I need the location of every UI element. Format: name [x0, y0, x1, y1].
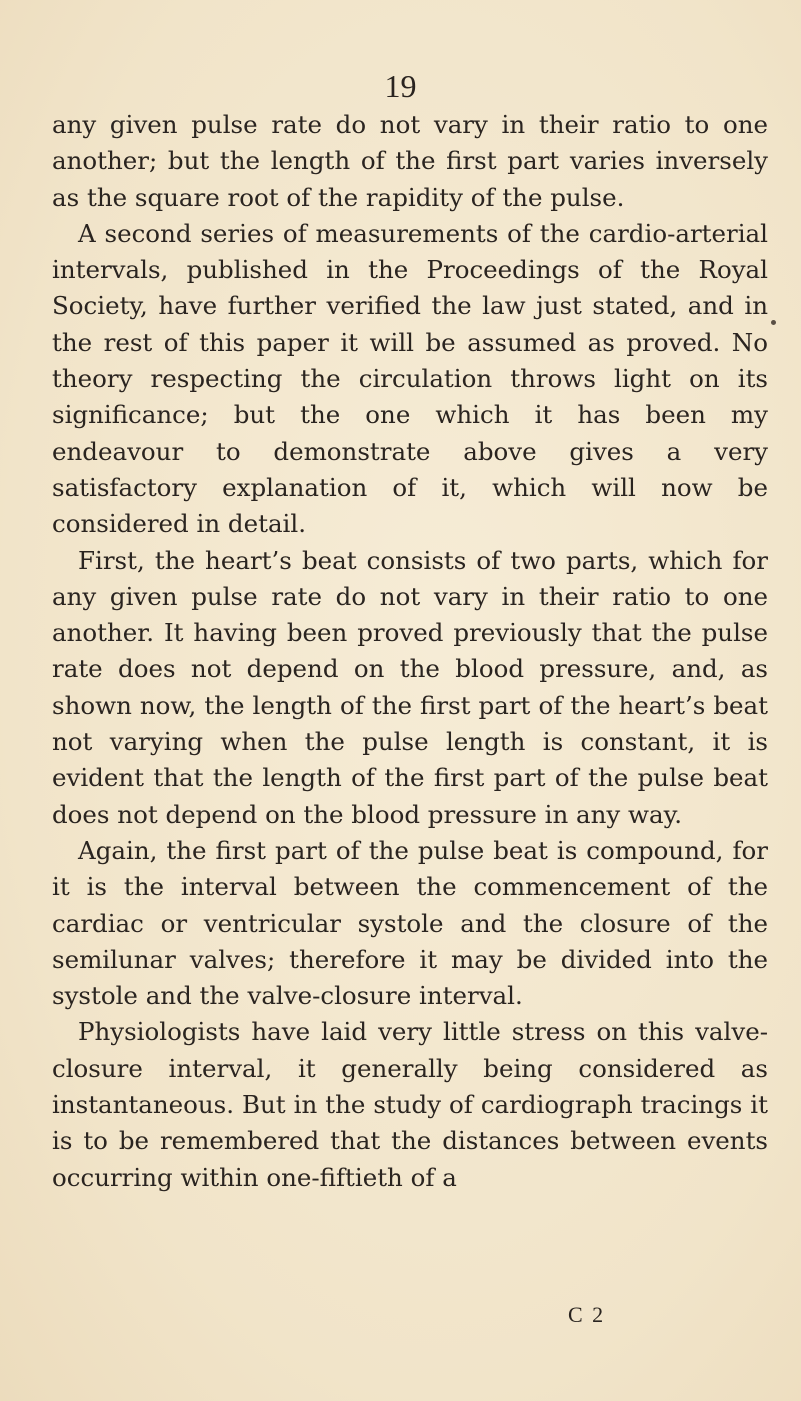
paragraph-continuation: any given pulse rate do not vary in their ratio to one another; but the length of the first part varies inversely as the square root of the rapidity of the pulse. — [52, 110, 768, 212]
paragraph-heart-beat: First, the heart’s beat consists of two parts, which for any given pulse rate do not vary in their ratio to one another. It having been proved previously that the pulse rate does not depend on the blood pressure, and, as shown now, the length of the first part of the heart’s beat not varying when the pulse length is constant, it is evident that the length of the first part of the pulse beat does not depend on the blood pressure in any way. — [52, 545, 768, 829]
paragraph-measurements: A second series of measurements of the cardio-arterial intervals, published in the Proceedings of the Royal Society, have further verified the law just stated, and in the rest of this paper it will be assumed as proved. No theory respecting the circulation throws light on its significance; but the one which it has been my endeavour to demonstrate above gives a very satisfactory explanation of it, which will now be considered in detail. — [52, 218, 768, 539]
paragraph-compound-pulse: Again, the first part of the pulse beat is compound, for it is the interval between the commencement of the cardiac or ventricular systole and the closure of the semilunar valves; therefore it may be divided into the systole and the valve-closure interval. — [52, 835, 768, 1011]
signature-mark: C 2 — [568, 1302, 606, 1327]
paragraph-valve-closure: Physiologists have laid very little stress on this valve-closure interval, it generally being considered as instantaneous. But in the study of cardiograph tracings it is to be remembered that the distances between events occurring within one-fiftieth of a — [52, 1017, 768, 1192]
body-text — [52, 107, 768, 1196]
page-number: 19 — [384, 68, 417, 104]
ink-speck — [771, 320, 776, 325]
